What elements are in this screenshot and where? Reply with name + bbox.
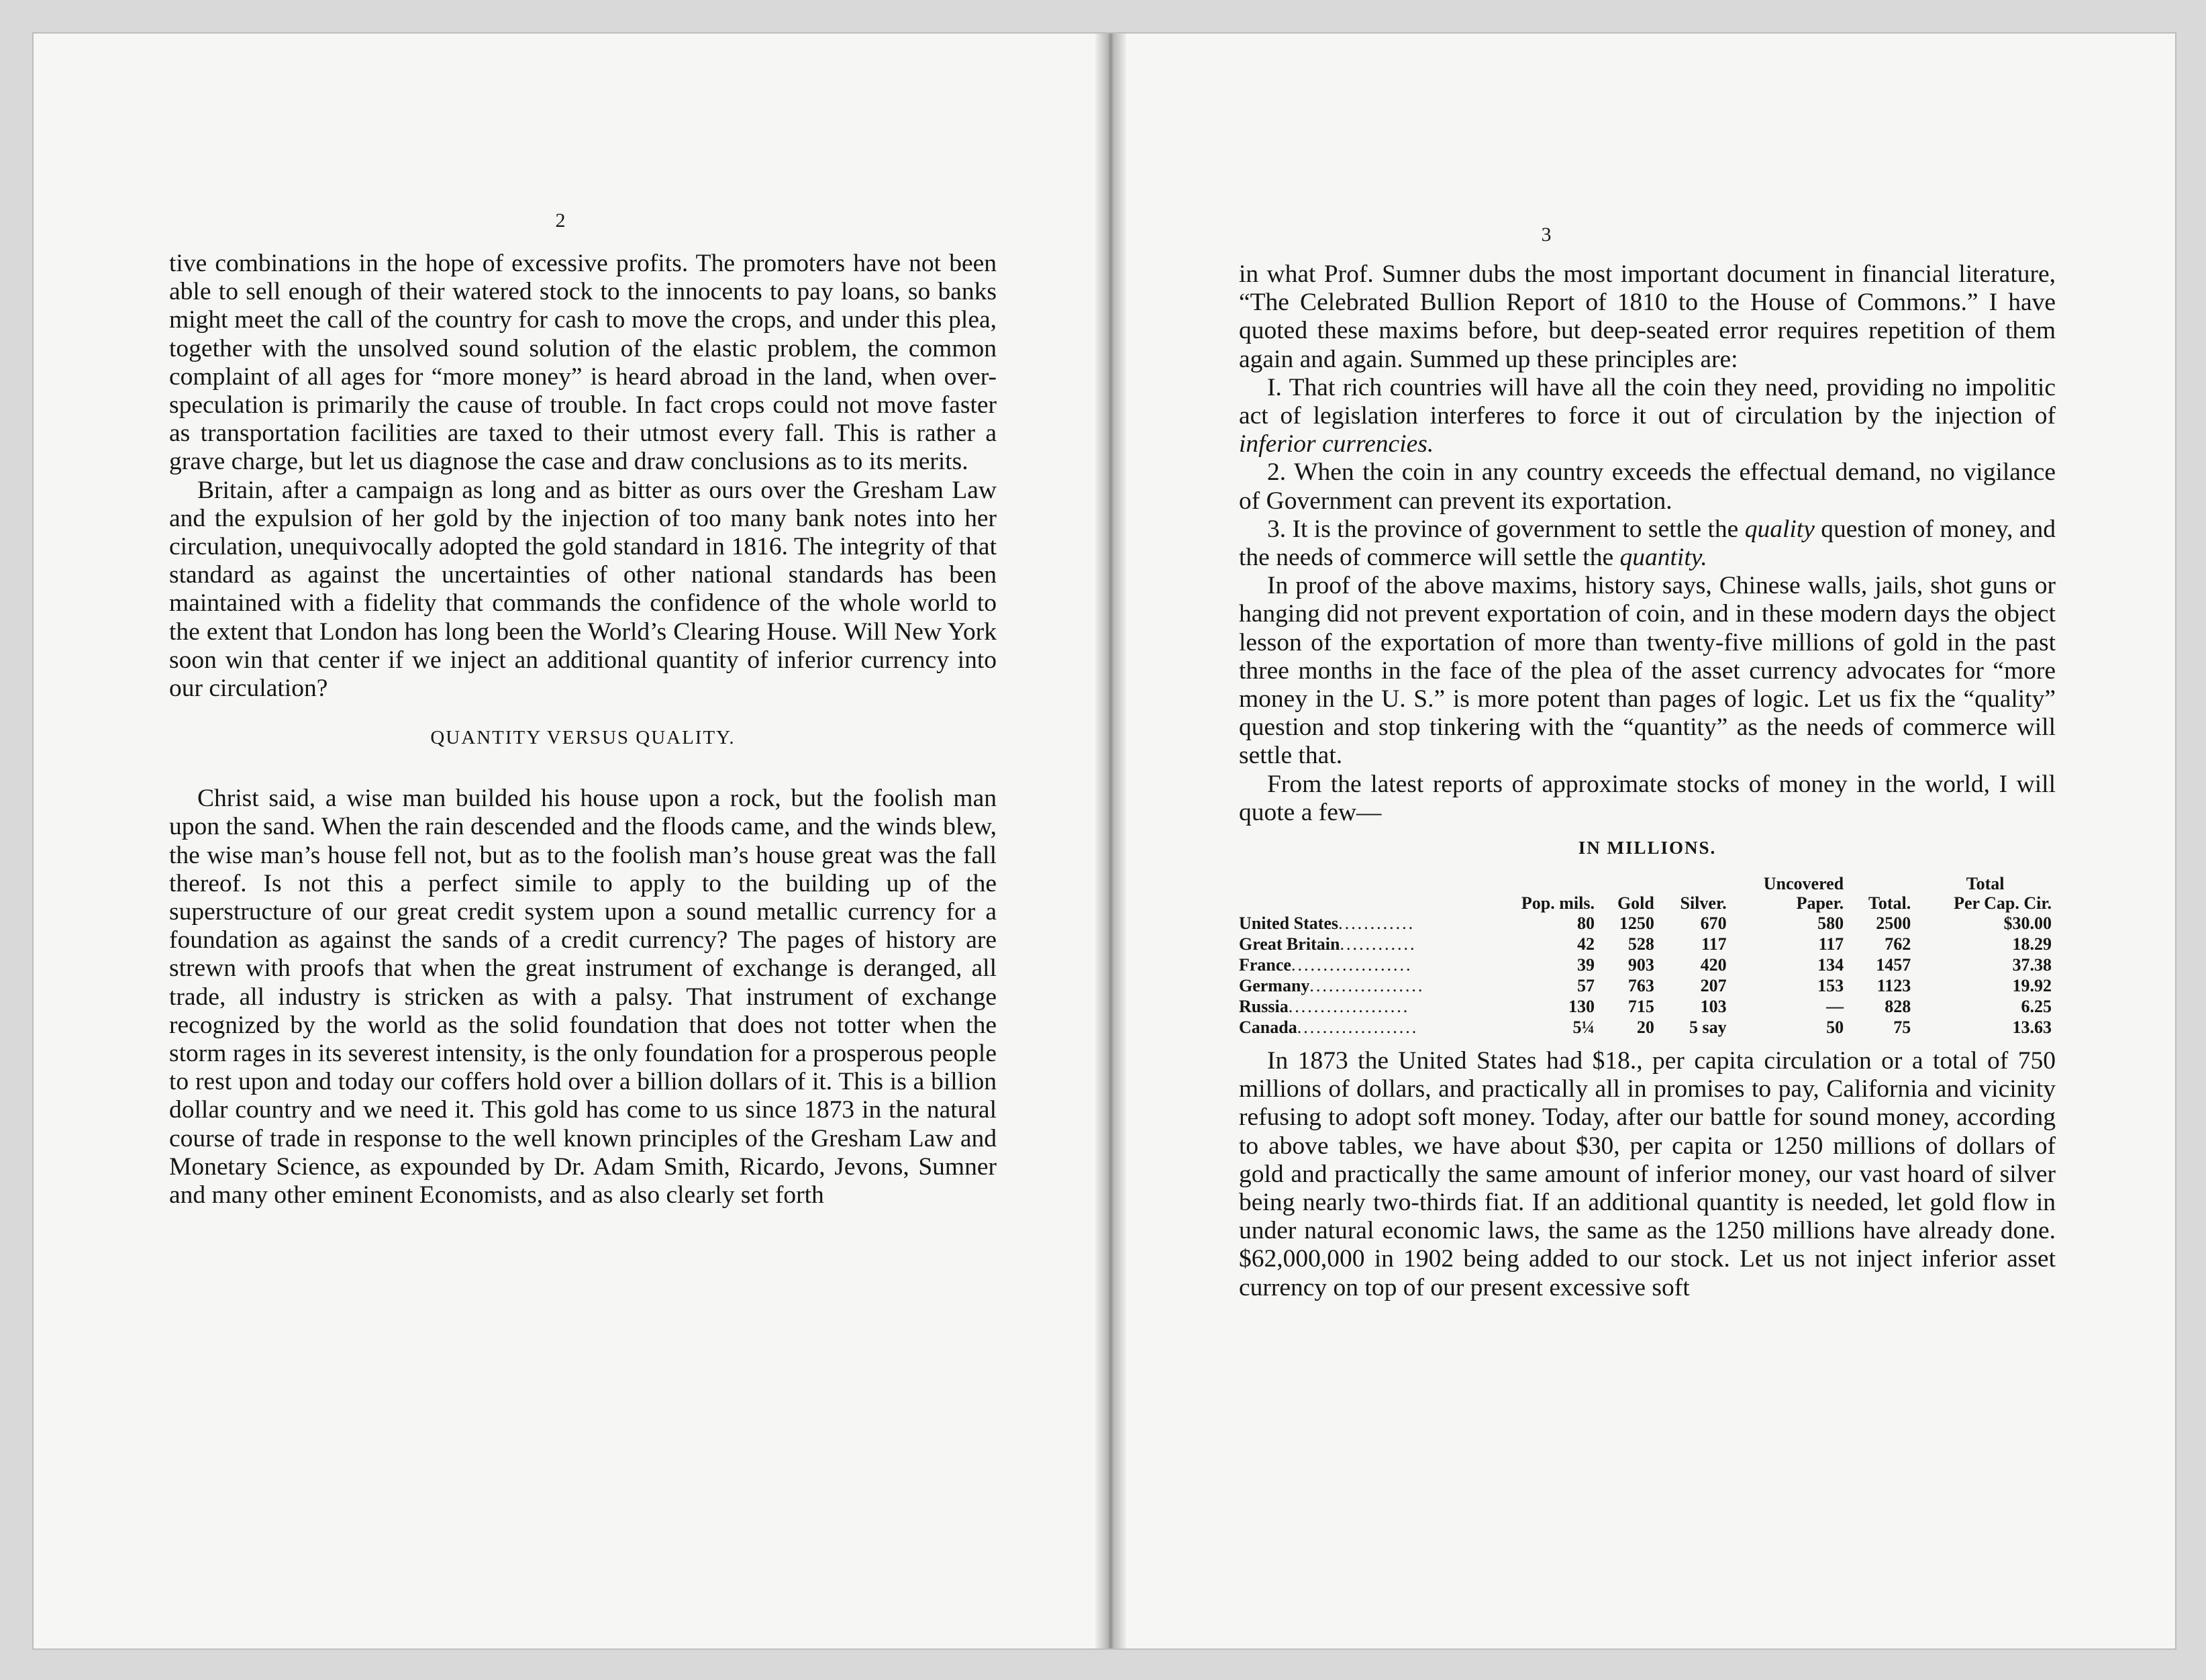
- maxim-item-1: [1239, 374, 2056, 459]
- table-cell: 103: [1700, 997, 1727, 1017]
- italic-phrase: quality: [1744, 515, 1815, 543]
- table-cell: 153: [1817, 976, 1844, 996]
- italic-phrase: quantity.: [1619, 544, 1707, 572]
- header-cell: [1848, 874, 1915, 893]
- paragraph: tive combinations in the hope of excessive profits. The promoters have not been able to sell enough of their watered stock to the innocents to pay loans, so banks might meet the call of the country for cash to move the crops, and under this plea, together with the unsolved sound solution of the elastic problem, the common complaint of all ages for “more money” is heard abroad in the land, when over-speculation is primarily the cause of trouble. In fact crops could not move faster as transportation facilities are taxed to their utmost every fall. This is rather a grave charge, but let us diagnose the case and draw conclusions as to its merits.: [169, 250, 997, 476]
- table-cell: $30.00: [2003, 913, 2052, 934]
- table-cell: 75: [1893, 1018, 1911, 1038]
- maxim-item-2: 2. When the coin in any country exceeds the effectual demand, no vigilance of Government can prevent its exportation.: [1239, 458, 2056, 515]
- page-number: 3: [1541, 224, 1552, 246]
- table-cell: 528: [1627, 934, 1654, 954]
- header-cell: Total.: [1868, 893, 1911, 913]
- money-stock-table: [1239, 874, 2056, 1038]
- paragraph: From the latest reports of approximate stocks of money in the world, I will quote a few—: [1239, 770, 2056, 826]
- leader-dots: ..................: [1309, 976, 1425, 996]
- country-cell: [1239, 954, 1491, 975]
- header-cell: Per Cap. Cir.: [1954, 893, 2052, 913]
- table-cell: 1457: [1876, 955, 1911, 975]
- left-page: [34, 34, 1095, 1648]
- leader-dots: ...................: [1297, 1018, 1419, 1038]
- table-cell: 5 say: [1689, 1018, 1727, 1038]
- country-name: Canada: [1239, 1018, 1297, 1038]
- table-cell: 762: [1885, 934, 1911, 954]
- header-cell: [1239, 874, 1491, 893]
- country-cell: [1239, 975, 1491, 996]
- country-cell: [1239, 913, 1491, 934]
- table-cell: 828: [1885, 997, 1911, 1017]
- table-cell: 207: [1700, 976, 1727, 996]
- table-cell: 903: [1627, 955, 1654, 975]
- table-cell: —: [1826, 997, 1844, 1017]
- country-name: France: [1239, 955, 1291, 975]
- table-cell: 670: [1700, 913, 1727, 934]
- header-cell: [1239, 893, 1491, 913]
- table-cell: 763: [1627, 976, 1654, 996]
- header-cell: Pop. mils.: [1521, 893, 1595, 913]
- country-cell: [1239, 934, 1491, 954]
- table-cell: 6.25: [2021, 997, 2052, 1017]
- table-cell: 1250: [1619, 913, 1654, 934]
- table-row: [1239, 954, 2056, 975]
- header-cell: [1491, 874, 1599, 893]
- right-page: [1126, 34, 2178, 1648]
- book-spread: [32, 32, 2176, 1650]
- page-number: 2: [555, 209, 566, 232]
- header-cell: Uncovered: [1763, 874, 1844, 894]
- paragraph: Christ said, a wise man builded his house upon a rock, but the foolish man upon the sand. When the rain descended and the floods came, and the winds blew, the wise man’s house fell not, but as to the foolish man’s house great was the fall thereof. Is not this a perfect simile to apply to the building up of the superstructure of our great credit system upon a sound metallic currency for a foundation as against the sands of a credit currency? The pages of history are strewn with proofs that when the great instrument of exchange is deranged, all trade, all industry is stricken as with a palsy. That instrument of exchange recognized by the world as the solid foundation that does not totter when the storm rages in its severest intensity, is the only foundation for a prosperous people to rest upon and today our coffers hold over a billion dollars of it. This is a billion dollar country and we need it. This gold has come to us since 1873 in the natural course of trade in response to the well known principles of the Gresham Law and Monetary Science, as expounded by Dr. Adam Smith, Ricardo, Jevons, Sumner and many other eminent Economists, and as also clearly set forth: [169, 785, 997, 1209]
- table-cell: 18.29: [2012, 934, 2052, 954]
- table-cell: 19.92: [2012, 976, 2052, 996]
- table-row: [1239, 1017, 2056, 1038]
- header-cell: Paper.: [1796, 893, 1844, 913]
- leader-dots: ............: [1340, 934, 1417, 954]
- table-cell: 2500: [1876, 913, 1911, 934]
- table-cell: 117: [1818, 934, 1844, 954]
- leader-dots: ...................: [1291, 955, 1413, 975]
- table-title: IN MILLIONS.: [1578, 838, 1717, 858]
- leader-dots: ............: [1338, 913, 1415, 934]
- maxim-text: I. That rich countries will have all the coin they need, providing no impolitic act of legislation interferes to force it out of circulation by the injection of: [1239, 373, 2056, 430]
- header-cell: Silver.: [1680, 893, 1727, 913]
- left-page-body: [169, 250, 997, 1209]
- table-cell: 420: [1700, 955, 1727, 975]
- table-header-row: [1239, 893, 2056, 913]
- table-cell: 134: [1817, 955, 1844, 975]
- table-row: [1239, 913, 2056, 934]
- maxim-item-3: [1239, 515, 2056, 572]
- country-name: United States: [1239, 913, 1339, 934]
- header-cell: Total: [1966, 874, 2005, 894]
- table-cell: 1123: [1876, 976, 1911, 996]
- table-cell: 42: [1576, 934, 1595, 954]
- table-cell: 39: [1576, 955, 1595, 975]
- section-heading: QUANTITY VERSUS QUALITY.: [430, 727, 736, 749]
- table-row: [1239, 975, 2056, 996]
- paragraph: in what Prof. Sumner dubs the most important document in financial literature, “The Celebrated Bullion Report of 1810 to the House of Commons.” I have quoted these maxims before, but deep-seated error requires repetition of them again and again. Summed up these principles are:: [1239, 260, 2056, 373]
- header-cell: Gold: [1617, 893, 1654, 913]
- table-cell: 580: [1817, 913, 1844, 934]
- table-cell: 130: [1568, 997, 1595, 1017]
- country-name: Russia: [1239, 997, 1289, 1017]
- table-cell: 20: [1636, 1018, 1654, 1038]
- header-cell: [1658, 874, 1731, 893]
- country-name: Great Britain: [1239, 934, 1340, 954]
- table-cell: 50: [1826, 1018, 1844, 1038]
- paragraph: Britain, after a campaign as long and as bitter as ours over the Gresham Law and the expulsion of her gold by the injection of too many bank notes into her circulation, unequivocally adopted the gold standard in 1816. The integrity of that standard as against the uncertainties of other national standards has been maintained with a fidelity that commands the confidence of the whole world to the extent that London has long been the World’s Clearing House. Will New York soon win that center if we inject an additional quantity of inferior currency into our circulation?: [169, 476, 997, 703]
- maxim-text: question of money, and the needs of commerce will settle the: [1239, 515, 2056, 572]
- country-cell: [1239, 1017, 1491, 1038]
- country-name: Germany: [1239, 976, 1310, 996]
- table-cell: 13.63: [2012, 1018, 2052, 1038]
- table-header-row-top: [1239, 874, 2056, 893]
- italic-phrase: inferior currencies.: [1239, 430, 1434, 458]
- table-cell: 37.38: [2012, 955, 2052, 975]
- country-cell: [1239, 996, 1491, 1017]
- table-row: [1239, 934, 2056, 954]
- right-page-body: [1239, 260, 2056, 1302]
- maxim-text: 3. It is the province of government to settle the: [1267, 515, 1745, 543]
- table-cell: 715: [1627, 997, 1654, 1017]
- table-row: [1239, 996, 2056, 1017]
- header-cell: [1599, 874, 1658, 893]
- table-cell: 5¼: [1572, 1018, 1595, 1038]
- leader-dots: ...................: [1288, 997, 1410, 1017]
- table-cell: 57: [1576, 976, 1595, 996]
- paragraph: In 1873 the United States had $18., per capita circulation or a total of 750 millions of dollars, and practically all in promises to pay, California and vicinity refusing to adopt soft money. Today, after our battle for sound money, according to above tables, we have about $30, per capita or 1250 millions of dollars of gold and practically the same amount of inferior money, our vast hoard of silver being nearly two-thirds fiat. If an additional quantity is needed, let gold flow in under natural economic laws, the same as the 1250 millions have already done. $62,000,000 in 1902 being added to our stock. Let us not inject inferior asset currency on top of our present excessive soft: [1239, 1047, 2056, 1301]
- book-gutter: [1095, 34, 1126, 1648]
- table-cell: 117: [1701, 934, 1727, 954]
- paragraph: In proof of the above maxims, history says, Chinese walls, jails, shot guns or hanging did not prevent exportation of coin, and in these modern days the object lesson of the exportation of more than twenty-five millions of gold in the past three months in the face of the plea of the asset currency advocates for “more money in the U. S.” is more potent than pages of logic. Let us fix the “quality” question and stop tinkering with the “quantity” as the needs of commerce will settle that.: [1239, 572, 2056, 770]
- table-cell: 80: [1576, 913, 1595, 934]
